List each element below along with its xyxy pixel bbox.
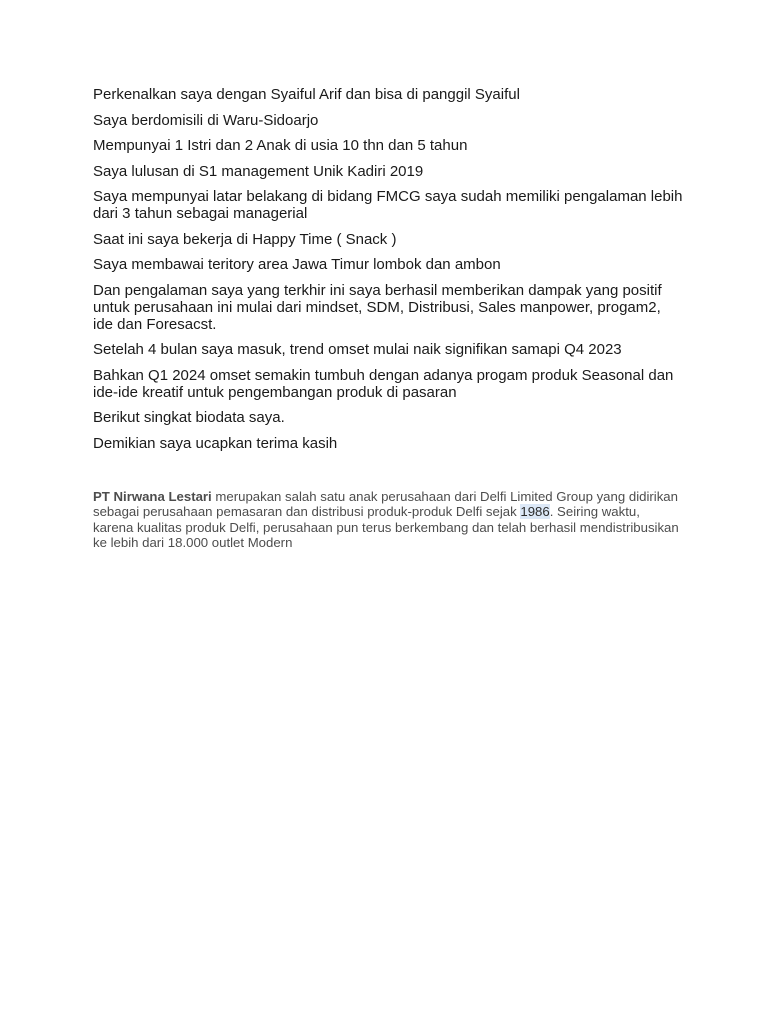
paragraph-education: Saya lulusan di S1 management Unik Kadiri 2019: [93, 162, 424, 180]
paragraph-biodata: Berikut singkat biodata saya.: [93, 409, 285, 426]
paragraph-current-job: Saat ini saya bekerja di Happy Time ( Snack ): [93, 230, 397, 248]
document-page: [93, 86, 683, 564]
paragraph-experience: Dan pengalaman saya yang terkhir ini saya berhasil memberikan dampak yang positif untuk perusahaan ini mulai dari mindset, SDM, Distribusi, Sales manpower, progam2, ide dan Foresacst.: [93, 281, 662, 333]
company-text-before-year: merupakan salah satu anak perusahaan dari Delfi Limited Group yang didirikan sebagai perusahaan pemasaran dan distribusi produk-produk Delfi sejak: [93, 488, 678, 520]
paragraph-background: Saya mempunyai latar belakang di bidang FMCG saya sudah memiliki pengalaman lebih dari 3 tahun sebagai managerial: [93, 188, 683, 222]
company-description: [93, 489, 683, 551]
paragraph-closing: Demikian saya ucapkan terima kasih: [93, 434, 338, 452]
paragraph-trend: Setelah 4 bulan saya masuk, trend omset mulai naik signifikan samapi Q4 2023: [93, 341, 622, 358]
paragraph-family: Mempunyai 1 Istri dan 2 Anak di usia 10 thn dan 5 tahun: [93, 137, 468, 154]
company-text-after-year: . Seiring waktu, karena kualitas produk Delfi, perusahaan pun terus berkembang dan telah berhasil mendistribusikan ke lebih dari 18.000 outlet Modern: [93, 504, 679, 551]
company-name: PT Nirwana Lestari: [93, 488, 212, 504]
paragraph-domicile: Saya berdomisili di Waru-Sidoarjo: [93, 111, 319, 129]
paragraph-growth: Bahkan Q1 2024 omset semakin tumbuh dengan adanya progam produk Seasonal dan ide-ide kreatif untuk pengembangan produk di pasaran: [93, 366, 674, 401]
company-founding-year: 1986: [520, 504, 550, 520]
paragraph-introduction: Perkenalkan saya dengan Syaiful Arif dan bisa di panggil Syaiful: [93, 86, 520, 103]
paragraph-territory: Saya membawai teritory area Jawa Timur lombok dan ambon: [93, 256, 501, 273]
